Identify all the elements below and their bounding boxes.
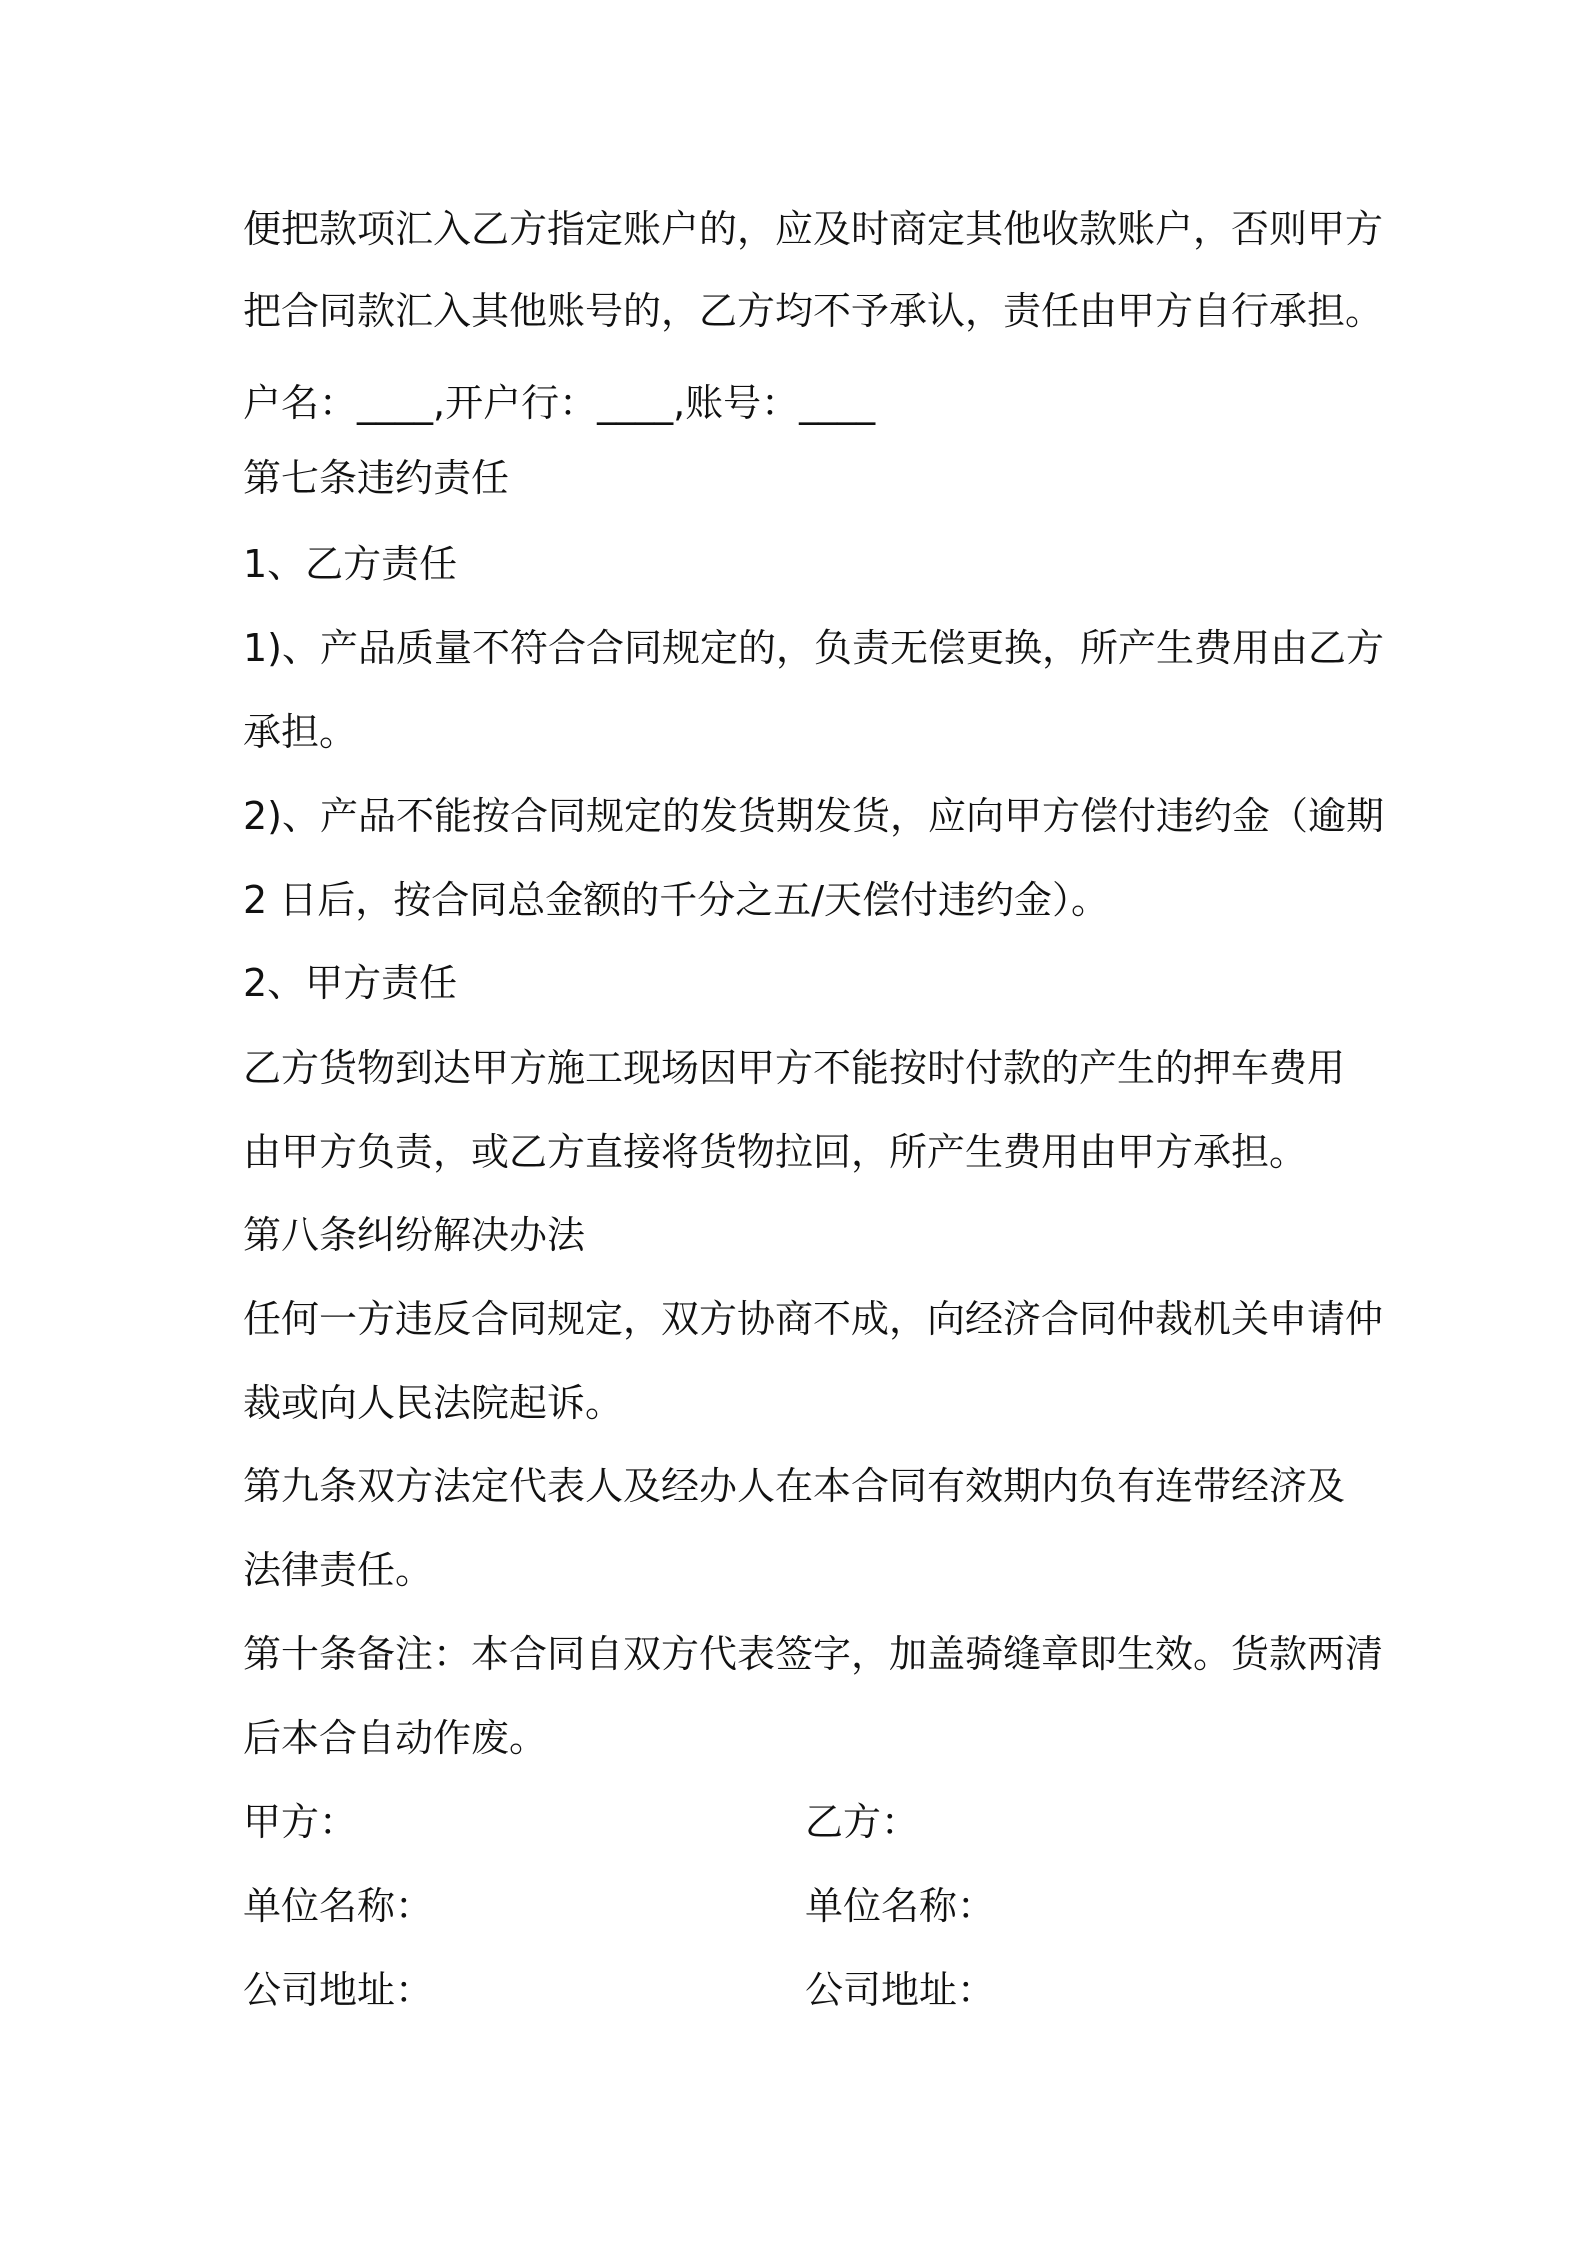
- article-10-line: 第十条备注：本合同自双方代表签字，加盖骑缝章即生效。货款两清: [243, 1632, 1384, 1676]
- paragraph-line: 裁或向人民法院起诉。: [243, 1381, 624, 1425]
- paragraph-line: 便把款项汇入乙方指定账户的，应及时商定其他收款账户，否则甲方: [243, 207, 1384, 251]
- paragraph-line: 任何一方违反合同规定，双方协商不成，向经济合同仲裁机关申请仲: [243, 1297, 1384, 1341]
- article-8-heading: 第八条纠纷解决办法: [243, 1213, 586, 1257]
- party-b-address-label: 公司地址：: [805, 1968, 996, 2012]
- article-9-line: 第九条双方法定代表人及经办人在本合同有效期内负有连带经济及: [243, 1464, 1346, 1508]
- article-7-heading: 第七条违约责任: [243, 456, 510, 500]
- paragraph-line: 1)、产品质量不符合合同规定的，负责无偿更换，所产生费用由乙方: [243, 626, 1385, 670]
- party-a-unit-name-label: 单位名称：: [243, 1884, 434, 1928]
- paragraph-line: 2 日后，按合同总金额的千分之五/天偿付违约金）。: [243, 878, 1110, 922]
- paragraph-line: 把合同款汇入其他账号的，乙方均不予承认，责任由甲方自行承担。: [243, 289, 1384, 333]
- party-a-liability-heading: 2、甲方责任: [243, 961, 458, 1005]
- paragraph-line: 乙方货物到达甲方施工现场因甲方不能按时付款的产生的押车费用: [243, 1046, 1346, 1090]
- party-a-address-label: 公司地址：: [243, 1968, 434, 2012]
- paragraph-line: 由甲方负责，或乙方直接将货物拉回，所产生费用由甲方承担。: [243, 1130, 1308, 1174]
- party-b-label: 乙方：: [805, 1800, 920, 1844]
- party-b-liability-heading: 1、乙方责任: [243, 542, 458, 586]
- paragraph-line: 承担。: [243, 710, 358, 754]
- bank-info-line: 户名：____,开户行：____,账号：____: [243, 381, 876, 425]
- paragraph-line: 2)、产品不能按合同规定的发货期发货，应向甲方偿付违约金（逾期: [243, 794, 1385, 838]
- party-a-label: 甲方：: [243, 1800, 358, 1844]
- paragraph-line: 法律责任。: [243, 1548, 434, 1592]
- party-b-unit-name-label: 单位名称：: [805, 1884, 996, 1928]
- paragraph-line: 后本合自动作废。: [243, 1716, 548, 1760]
